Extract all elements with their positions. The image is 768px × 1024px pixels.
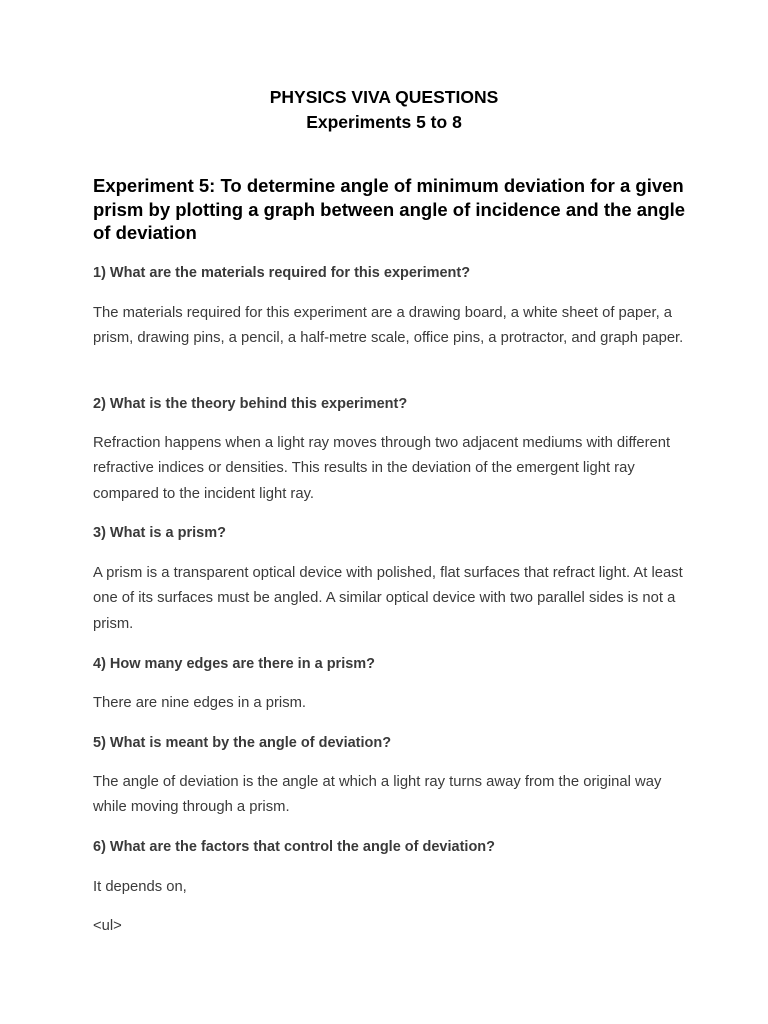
answer-2: Refraction happens when a light ray moves through two adjacent mediums with different refractive indices or densities. This results in the deviation of the emergent light ray compared to the incident light ray. [93, 435, 671, 502]
question-6: 6) What are the factors that control the angle of deviation? [93, 839, 496, 855]
document-subtitle: Experiments 5 to 8 [306, 112, 462, 132]
answer-3: A prism is a transparent optical device with polished, flat surfaces that refract light. At least one of its surfaces must be angled. A similar optical device with two parallel sides is not a prism. [93, 565, 683, 632]
question-4: 4) How many edges are there in a prism? [93, 656, 376, 672]
question-2: 2) What is the theory behind this experiment? [93, 396, 408, 412]
answer-4: There are nine edges in a prism. [93, 695, 307, 711]
answer-1: The materials required for this experiment are a drawing board, a white sheet of paper, a prism, drawing pins, a pencil, a half-metre scale, office pins, a protractor, and graph paper. [93, 305, 684, 347]
experiment-heading: Experiment 5: To determine angle of minimum deviation for a given prism by plotting a graph between angle of incidence and the angle of deviation [93, 175, 686, 243]
document-title: PHYSICS VIVA QUESTIONS [269, 87, 499, 107]
answer-5: The angle of deviation is the angle at which a light ray turns away from the original way while moving through a prism. [93, 774, 662, 816]
question-1: 1) What are the materials required for this experiment? [93, 265, 471, 281]
answer-6: It depends on, [93, 879, 187, 895]
question-3: 3) What is a prism? [93, 525, 226, 541]
question-5: 5) What is meant by the angle of deviation? [93, 735, 392, 751]
trailing-markup-text: <ul> [93, 918, 122, 934]
